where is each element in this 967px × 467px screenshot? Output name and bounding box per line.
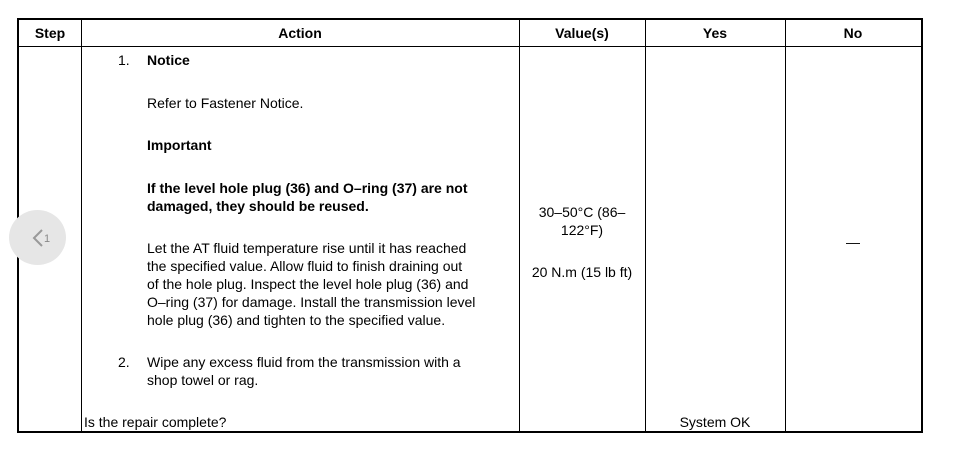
header-yes: Yes	[702, 25, 728, 41]
item-2-text-line: shop towel or rag.	[147, 372, 259, 388]
previous-page-button[interactable]	[9, 210, 66, 265]
header-action: Action	[278, 25, 322, 41]
chevron-left-icon	[31, 228, 45, 248]
page-number: 1	[44, 233, 51, 245]
important-text-line: If the level hole plug (36) and O–ring (37) are not	[147, 180, 468, 196]
step-text-line: hole plug (36) and tighten to the specified value.	[147, 312, 446, 328]
column-divider	[645, 20, 646, 431]
notice-heading: Notice	[147, 52, 190, 68]
header-no: No	[843, 25, 863, 41]
header-values: Value(s)	[555, 25, 609, 41]
no-result: —	[846, 234, 860, 250]
item-2-text-line: Wipe any excess fluid from the transmission with a	[147, 354, 461, 370]
important-heading: Important	[147, 137, 212, 153]
item-2-number: 2.	[118, 354, 130, 370]
procedure-table	[17, 18, 923, 433]
step-text-line: of the hole plug. Inspect the level hole plug (36) and	[147, 276, 469, 292]
column-divider	[81, 20, 82, 431]
header-step: Step	[34, 25, 66, 41]
value-torque: 20 N.m (15 lb ft)	[531, 264, 633, 280]
question-text: Is the repair complete?	[84, 414, 227, 430]
yes-result: System OK	[679, 414, 751, 430]
value-temperature-line: 122°F)	[560, 222, 604, 238]
column-divider	[785, 20, 786, 431]
value-temperature-line: 30–50°C (86–	[538, 204, 626, 220]
important-text-line: damaged, they should be reused.	[147, 198, 369, 214]
step-text-line: O–ring (37) for damage. Install the transmission level	[147, 294, 476, 310]
step-text-line: Let the AT fluid temperature rise until it has reached	[147, 240, 467, 256]
item-1-number: 1.	[118, 52, 130, 68]
step-text-line: the specified value. Allow fluid to finish draining out	[147, 258, 463, 274]
notice-text: Refer to Fastener Notice.	[147, 95, 304, 111]
